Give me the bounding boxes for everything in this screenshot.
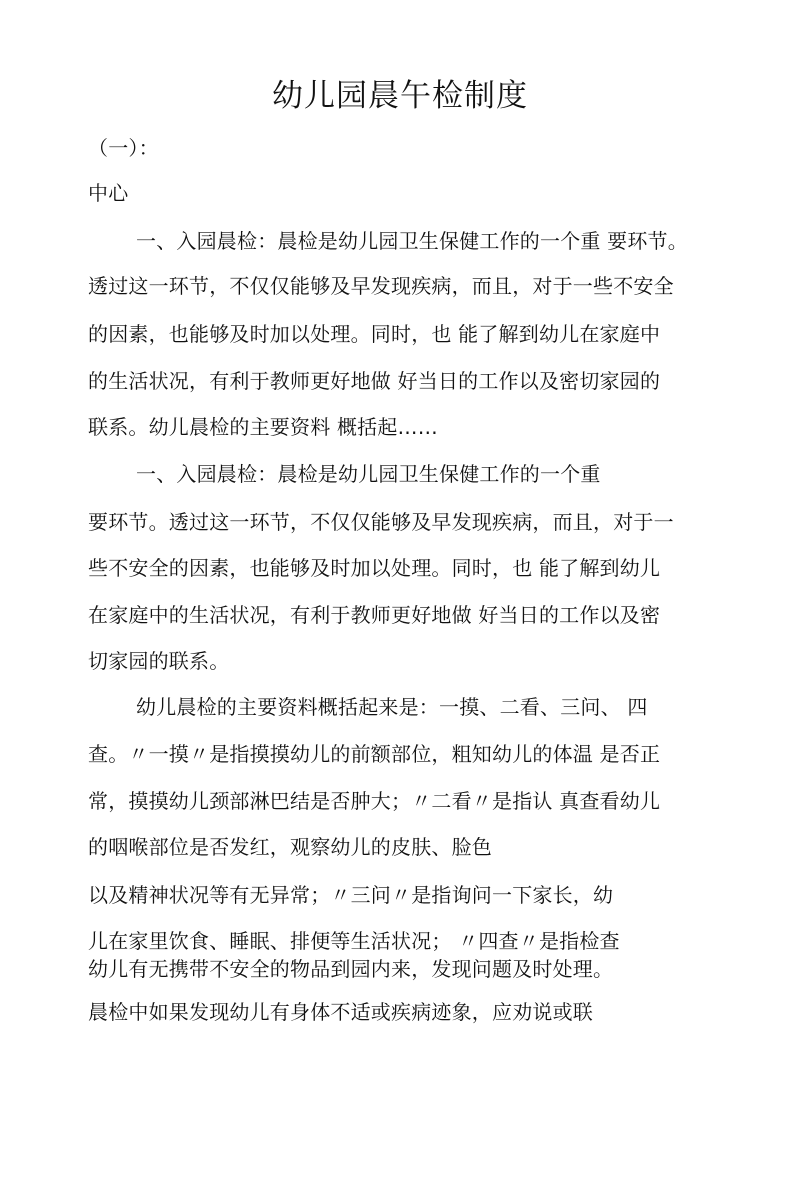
- section-heading: （一）：: [88, 136, 159, 160]
- paragraph-line: 的因素，也能够及时加以处理。同时，也 能了解到幼儿在家庭中: [88, 322, 661, 346]
- paragraph-line: 一、入园晨检：晨检是幼儿园卫生保健工作的一个重: [136, 462, 601, 486]
- paragraph-line: 联系。幼儿晨检的主要资料 概括起……: [88, 415, 438, 439]
- paragraph-line: 些不安全的因素，也能够及时加以处理。同时，也 能了解到幼儿: [88, 556, 661, 580]
- paragraph-line: 的生活状况，有利于教师更好地做 好当日的工作以及密切家园的: [88, 369, 661, 393]
- paragraph-line: 幼儿有无携带不安全的物品到园内来，发现问题及时处理。: [88, 957, 614, 981]
- paragraph-line: 常，摸摸幼儿颈部淋巴结是否肿大；〃二看〃是指认 真查看幼儿: [88, 789, 661, 813]
- paragraph-line: 的咽喉部位是否发红，观察幼儿的皮肤、脸色: [88, 835, 492, 859]
- paragraph-line: 透过这一环节，不仅仅能够及早发现疾病，而且，对于一些不安全: [88, 274, 674, 298]
- paragraph-line: 查。〃一摸〃是指摸摸幼儿的前额部位，粗知幼儿的体温 是否正: [88, 742, 661, 766]
- center-label: 中心: [88, 181, 129, 205]
- paragraph-line: 以及精神状况等有无异常；〃三问〃是指询问一下家长，幼: [88, 883, 614, 907]
- paragraph-line: 幼儿晨检的主要资料概括起来是：一摸、二看、三问、 四: [136, 695, 648, 719]
- paragraph-line: 一、入园晨检：晨检是幼儿园卫生保健工作的一个重 要环节。: [136, 229, 688, 253]
- paragraph-line: 晨检中如果发现幼儿有身体不适或疾病迹象，应劝说或联: [88, 1000, 593, 1024]
- paragraph-line: 在家庭中的生活状况，有利于教师更好地做 好当日的工作以及密: [88, 603, 661, 627]
- paragraph-line: 切家园的联系。: [88, 649, 230, 673]
- paragraph-line: 儿在家里饮食、睡眠、排便等生活状况； 〃四查〃是指检查: [88, 929, 620, 953]
- paragraph-line: 要环节。透过这一环节，不仅仅能够及早发现疾病，而且，对于一: [88, 510, 674, 534]
- document-title: 幼儿园晨午检制度: [272, 78, 528, 114]
